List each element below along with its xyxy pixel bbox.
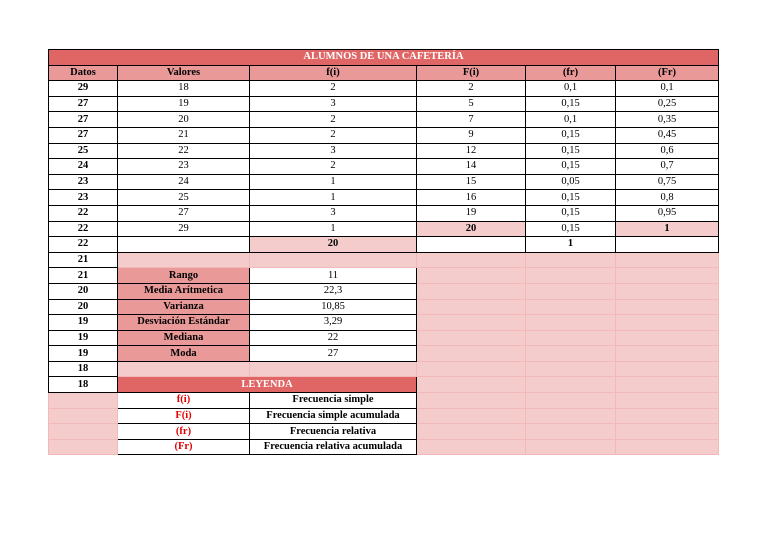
column-header[interactable]: Valores xyxy=(118,65,250,81)
value-cell[interactable]: 0,1 xyxy=(526,81,616,97)
value-cell[interactable]: 19 xyxy=(417,205,526,221)
fill-cell[interactable] xyxy=(526,424,616,440)
value-cell[interactable]: 20 xyxy=(417,221,526,237)
datos-cell[interactable]: 27 xyxy=(49,112,118,128)
stat-value[interactable]: 27 xyxy=(250,346,417,362)
value-cell[interactable]: 0,15 xyxy=(526,205,616,221)
datos-cell[interactable]: 20 xyxy=(49,299,118,315)
stats-row xyxy=(49,299,719,315)
table-row xyxy=(49,143,719,159)
empty-cell[interactable] xyxy=(118,237,250,253)
table-row xyxy=(49,127,719,143)
value-cell[interactable]: 27 xyxy=(118,205,250,221)
fill-cell[interactable] xyxy=(526,252,616,268)
fill-cell[interactable] xyxy=(526,439,616,455)
value-cell[interactable]: 16 xyxy=(417,190,526,206)
fill-cell[interactable] xyxy=(616,268,719,284)
table-row xyxy=(49,112,719,128)
value-cell[interactable]: 12 xyxy=(417,143,526,159)
datos-cell[interactable]: 27 xyxy=(49,96,118,112)
fill-cell[interactable] xyxy=(417,377,526,393)
fill-cell[interactable] xyxy=(417,299,526,315)
fill-cell[interactable] xyxy=(526,268,616,284)
value-cell[interactable]: 19 xyxy=(118,96,250,112)
datos-cell[interactable]: 19 xyxy=(49,330,118,346)
stat-value[interactable]: 11 xyxy=(250,268,417,284)
column-header[interactable]: (Fr) xyxy=(616,65,719,81)
value-cell[interactable]: 1 xyxy=(616,221,719,237)
value-cell[interactable]: 2 xyxy=(250,81,417,97)
fill-cell[interactable] xyxy=(417,439,526,455)
table-row xyxy=(49,221,719,237)
fill-cell[interactable] xyxy=(417,252,526,268)
stat-value[interactable]: 22,3 xyxy=(250,283,417,299)
fill-cell[interactable] xyxy=(616,377,719,393)
title-row xyxy=(49,50,719,66)
stat-value[interactable]: 22 xyxy=(250,330,417,346)
value-cell[interactable]: 0,7 xyxy=(616,159,719,175)
value-cell[interactable]: 5 xyxy=(417,96,526,112)
empty-cell[interactable] xyxy=(417,237,526,253)
fill-cell[interactable] xyxy=(526,408,616,424)
value-cell[interactable]: 0,35 xyxy=(616,112,719,128)
fill-cell[interactable] xyxy=(118,361,250,377)
value-cell[interactable]: 0,15 xyxy=(526,221,616,237)
value-cell[interactable]: 20 xyxy=(118,112,250,128)
table-title[interactable]: ALUMNOS DE UNA CAFETERÍA xyxy=(49,50,719,66)
legend-title[interactable]: LEYENDA xyxy=(118,377,417,393)
column-header[interactable]: (fr) xyxy=(526,65,616,81)
fill-cell[interactable] xyxy=(417,268,526,284)
stat-label[interactable]: Desviación Estándar xyxy=(118,315,250,331)
fill-cell[interactable] xyxy=(417,315,526,331)
value-cell[interactable]: 0,6 xyxy=(616,143,719,159)
fill-cell[interactable] xyxy=(616,408,719,424)
value-cell[interactable]: 7 xyxy=(417,112,526,128)
fill-cell[interactable] xyxy=(616,424,719,440)
fill-cell[interactable] xyxy=(49,393,118,409)
fill-cell[interactable] xyxy=(526,315,616,331)
fill-cell[interactable] xyxy=(49,408,118,424)
datos-cell[interactable]: 21 xyxy=(49,268,118,284)
value-cell[interactable]: 0,25 xyxy=(616,96,719,112)
datos-cell[interactable]: 27 xyxy=(49,127,118,143)
datos-cell[interactable]: 21 xyxy=(49,252,118,268)
stats-row xyxy=(49,330,719,346)
fill-cell[interactable] xyxy=(49,424,118,440)
datos-cell[interactable]: 24 xyxy=(49,159,118,175)
stats-row xyxy=(49,315,719,331)
value-cell[interactable]: 14 xyxy=(417,159,526,175)
value-cell[interactable]: 0,15 xyxy=(526,127,616,143)
fill-cell[interactable] xyxy=(616,283,719,299)
value-cell[interactable]: 0,1 xyxy=(526,112,616,128)
table-row xyxy=(49,96,719,112)
value-cell[interactable]: 0,15 xyxy=(526,143,616,159)
totals-row xyxy=(49,237,719,253)
stats-row xyxy=(49,346,719,362)
value-cell[interactable]: 21 xyxy=(118,127,250,143)
fill-cell[interactable] xyxy=(417,361,526,377)
fill-cell[interactable] xyxy=(616,393,719,409)
legend-meaning[interactable]: Frecuencia relativa xyxy=(250,424,417,440)
value-cell[interactable]: 2 xyxy=(250,127,417,143)
legend-meaning[interactable]: Frecuencia relativa acumulada xyxy=(250,439,417,455)
value-cell[interactable]: 0,1 xyxy=(616,81,719,97)
datos-cell[interactable]: 29 xyxy=(49,81,118,97)
datos-cell[interactable]: 22 xyxy=(49,221,118,237)
table-row xyxy=(49,190,719,206)
stat-value[interactable]: 3,29 xyxy=(250,315,417,331)
table-row xyxy=(49,174,719,190)
fill-cell[interactable] xyxy=(417,393,526,409)
datos-cell[interactable]: 23 xyxy=(49,190,118,206)
total-fr-cell[interactable]: 1 xyxy=(526,237,616,253)
value-cell[interactable]: 0,15 xyxy=(526,190,616,206)
legend-symbol[interactable]: f(i) xyxy=(118,393,250,409)
value-cell[interactable]: 3 xyxy=(250,143,417,159)
value-cell[interactable]: 2 xyxy=(417,81,526,97)
value-cell[interactable]: 23 xyxy=(118,159,250,175)
spacer-row xyxy=(49,252,719,268)
fill-cell[interactable] xyxy=(616,361,719,377)
header-row xyxy=(49,65,719,81)
value-cell[interactable]: 0,15 xyxy=(526,159,616,175)
fill-cell[interactable] xyxy=(250,361,417,377)
datos-cell[interactable]: 18 xyxy=(49,377,118,393)
fill-cell[interactable] xyxy=(526,346,616,362)
table-row xyxy=(49,81,719,97)
value-cell[interactable]: 1 xyxy=(250,190,417,206)
legend-symbol[interactable]: F(i) xyxy=(118,408,250,424)
frequency-table xyxy=(48,49,719,455)
value-cell[interactable]: 2 xyxy=(250,112,417,128)
legend-row xyxy=(49,393,719,409)
stat-value[interactable]: 10,85 xyxy=(250,299,417,315)
legend-row xyxy=(49,439,719,455)
datos-cell[interactable]: 19 xyxy=(49,346,118,362)
legend-symbol[interactable]: (fr) xyxy=(118,424,250,440)
fill-cell[interactable] xyxy=(526,299,616,315)
fill-cell[interactable] xyxy=(417,330,526,346)
value-cell[interactable]: 0,95 xyxy=(616,205,719,221)
table-row xyxy=(49,205,719,221)
stats-row xyxy=(49,268,719,284)
fill-cell[interactable] xyxy=(616,252,719,268)
value-cell[interactable]: 22 xyxy=(118,143,250,159)
fill-cell[interactable] xyxy=(417,346,526,362)
value-cell[interactable]: 25 xyxy=(118,190,250,206)
value-cell[interactable]: 3 xyxy=(250,96,417,112)
value-cell[interactable]: 0,45 xyxy=(616,127,719,143)
spacer-row xyxy=(49,361,719,377)
value-cell[interactable]: 9 xyxy=(417,127,526,143)
fill-cell[interactable] xyxy=(616,330,719,346)
legend-title-row xyxy=(49,377,719,393)
column-header[interactable]: Datos xyxy=(49,65,118,81)
value-cell[interactable]: 18 xyxy=(118,81,250,97)
value-cell[interactable]: 0,75 xyxy=(616,174,719,190)
datos-cell[interactable]: 22 xyxy=(49,205,118,221)
datos-cell[interactable]: 22 xyxy=(49,237,118,253)
datos-cell[interactable]: 19 xyxy=(49,315,118,331)
value-cell[interactable]: 3 xyxy=(250,205,417,221)
value-cell[interactable]: 2 xyxy=(250,159,417,175)
fill-cell[interactable] xyxy=(49,439,118,455)
fill-cell[interactable] xyxy=(417,408,526,424)
value-cell[interactable]: 29 xyxy=(118,221,250,237)
value-cell[interactable]: 0,05 xyxy=(526,174,616,190)
datos-cell[interactable]: 20 xyxy=(49,283,118,299)
fill-cell[interactable] xyxy=(526,330,616,346)
value-cell[interactable]: 0,15 xyxy=(526,96,616,112)
value-cell[interactable]: 0,8 xyxy=(616,190,719,206)
value-cell[interactable]: 24 xyxy=(118,174,250,190)
empty-cell[interactable] xyxy=(616,237,719,253)
legend-row xyxy=(49,408,719,424)
fill-cell[interactable] xyxy=(526,361,616,377)
datos-cell[interactable]: 23 xyxy=(49,174,118,190)
fill-cell[interactable] xyxy=(616,299,719,315)
stat-label[interactable]: Moda xyxy=(118,346,250,362)
legend-meaning[interactable]: Frecuencia simple acumulada xyxy=(250,408,417,424)
value-cell[interactable]: 1 xyxy=(250,221,417,237)
total-fi-cell[interactable]: 20 xyxy=(250,237,417,253)
stat-label[interactable]: Rango xyxy=(118,268,250,284)
legend-row xyxy=(49,424,719,440)
legend-meaning[interactable]: Frecuencia simple xyxy=(250,393,417,409)
fill-cell[interactable] xyxy=(417,424,526,440)
value-cell[interactable]: 1 xyxy=(250,174,417,190)
column-header[interactable]: F(i) xyxy=(417,65,526,81)
fill-cell[interactable] xyxy=(526,393,616,409)
fill-cell[interactable] xyxy=(616,439,719,455)
stat-label[interactable]: Mediana xyxy=(118,330,250,346)
legend-symbol[interactable]: (Fr) xyxy=(118,439,250,455)
fill-cell[interactable] xyxy=(417,283,526,299)
stat-label[interactable]: Media Arítmetica xyxy=(118,283,250,299)
datos-cell[interactable]: 25 xyxy=(49,143,118,159)
stats-row xyxy=(49,283,719,299)
fill-cell[interactable] xyxy=(526,283,616,299)
fill-cell[interactable] xyxy=(616,315,719,331)
fill-cell[interactable] xyxy=(250,252,417,268)
stat-label[interactable]: Varianza xyxy=(118,299,250,315)
fill-cell[interactable] xyxy=(616,346,719,362)
datos-cell[interactable]: 18 xyxy=(49,361,118,377)
table-row xyxy=(49,159,719,175)
value-cell[interactable]: 15 xyxy=(417,174,526,190)
fill-cell[interactable] xyxy=(526,377,616,393)
fill-cell[interactable] xyxy=(118,252,250,268)
column-header[interactable]: f(i) xyxy=(250,65,417,81)
